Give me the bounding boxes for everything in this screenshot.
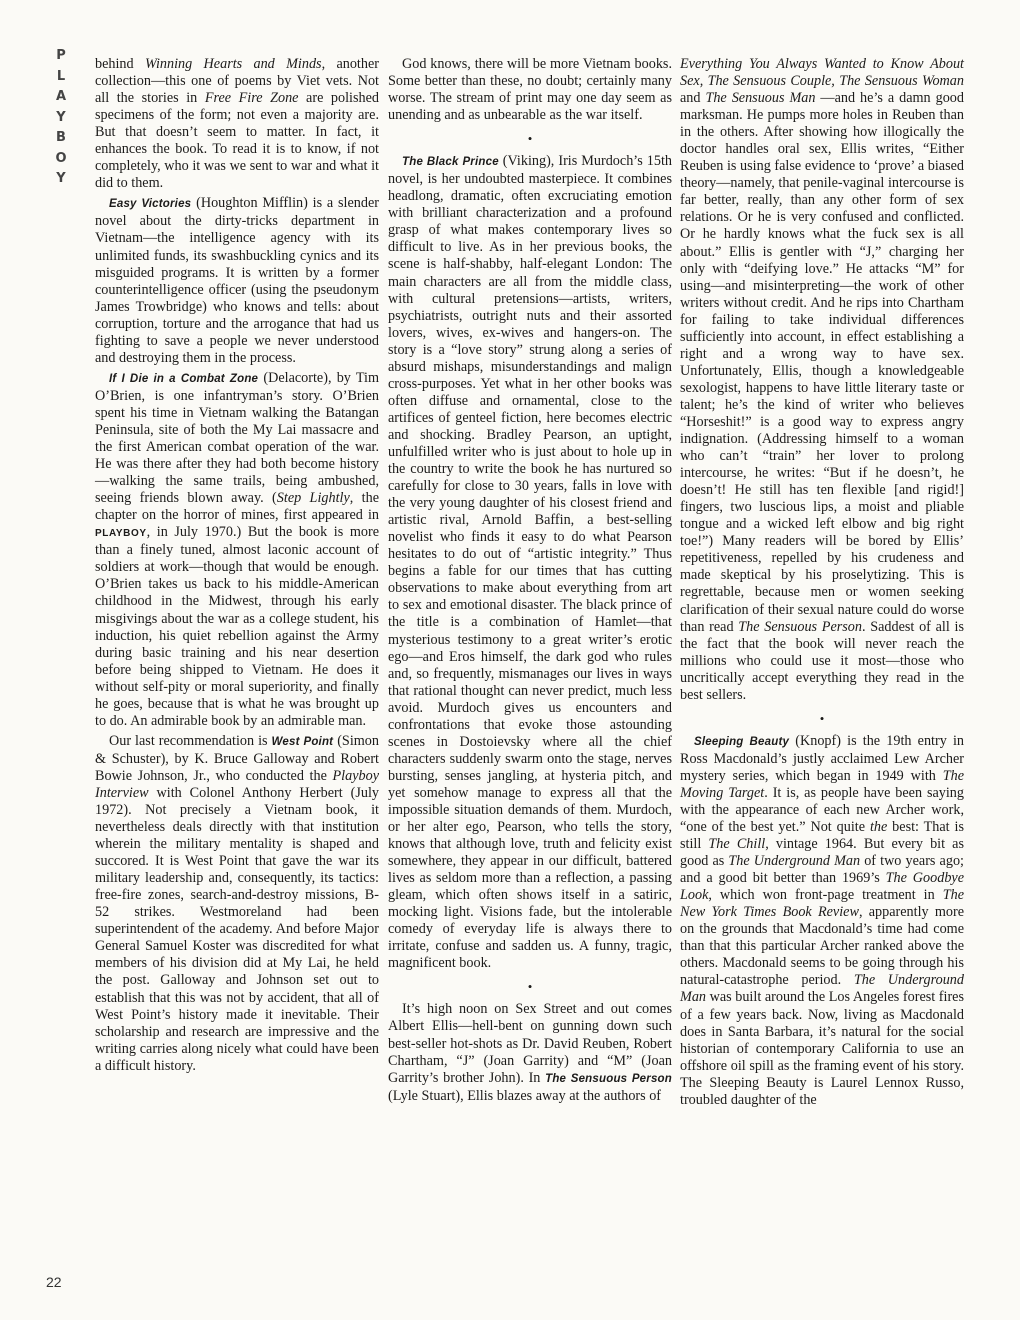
side-letter: P	[56, 48, 66, 63]
italic-title: The Chill	[708, 836, 766, 853]
italic-title: The Underground Man	[728, 853, 861, 870]
text-run: , apparently more on the grounds that Macdonald’s time had come than that this particular Archer ranked above the others. Macdonald seems to be going through his natural-catastrophe period.	[680, 904, 964, 989]
text-column-2	[388, 56, 672, 1105]
side-letter: Y	[56, 109, 66, 125]
section-bullet: •	[527, 979, 533, 995]
text-run: God knows, there will be more Vietnam books. Some better than these, no doubt; certainly many worse. The stream of print may one day seem as unending and as unbearable as the war itself.	[388, 56, 672, 124]
text-run: was built around the Los Angeles forest fires of a few years back. Now, living as Macdonald does in Santa Barbara, it’s natural for the social historian of contemporary California to use an offshore oil spill as the framing event of his story. The Sleeping Beauty is Laurel Lennox Russo, troubled daughter of the	[680, 989, 964, 1108]
text-run: , the chapter on the horror of mines, first appeared in	[95, 490, 379, 524]
text-run: , which won front-page treatment in	[708, 887, 943, 904]
text-run: with Colonel Anthony Herbert (July 1972). Not precisely a Vietnam book, it nevertheless deals directly with that institution wherein the military mentality is shaped and succored. It is West Point that gave the war its military leadership and, consequently, its tactics: free-fire zones, search-and-destroy missions, B-52 strikes. Westmoreland had been superintendent of the academy. And before Major General Samuel Koster was discredited for what members of his division did at My Lai, he held the post. Galloway and Johnson set out to establish that this was not by accident, that all of West Point’s history made it inevitable. Their scholarship and research are impressive and the writing carries along nicely what could have been a difficult history.	[95, 784, 379, 1074]
text-run: —and he’s a damn good marksman. He pumps more holes in Reuben than in the others. After showing how illogically the doctor handles oral sex, Ellis writes, “Either Reuben is using false evidence to ‘prove’ a biased theory—namely, that penile-vaginal intercourse is far better, really, than any other form of sex relations. Or he is very confused and conflicted. Or he hardly knows what the fuck sex is all about.” Ellis is gentler with “J,” charging her only with “deifying love.” He attacks “M” for using—and misinterpreting—the work of other writers without credit. And he rips into Chartham for failing to take individual differences sufficiently into account, in effect establishing a right and a wrong way to have sex. Unfortunately, Ellis, though a knowledgeable sexologist, happens to have little literary taste or talent; he’s the kind of writer who believes “Horseshit!” is a good way to express angry indignation. (Addressing himself to a woman who can’t “train” her lover to prolong intercourse, he writes: “But if he doesn’t, he doesn’t! He still has ten flexible [and rigid!] fingers, two luscious lips, a moist and pliable tongue and a wicked left elbow and big right toe!”) Many readers will be bored by Ellis’ repetitiveness, repelled by his crudeness and made skeptical by his proselytizing. This is regrettable, because men or women seeking clarification of their sexual nature could do worse than read	[680, 90, 964, 635]
text-column-1	[95, 56, 379, 1075]
text-run: , in July 1970.) But the book is more than a finely tuned, almost laconic account of soldiers at work—though that would be enough. O’Brien takes us back to his middle-American childhood in the Midwest, through his early misgivings about the war as a college student, his induction, his quiet rebellion against the Army during basic training and his near desertion before being shipped to Vietnam. He does it without self-pity or moral superiority, and finally he goes, because that is what he was brought up to do. An admirable book by an admirable man.	[95, 524, 379, 729]
section-bullet: •	[527, 131, 533, 147]
text-run: of two years ago; and a good bit better than 1969’s	[680, 853, 964, 887]
side-letter: Y	[56, 171, 66, 186]
text-run: are polished specimens of the form; not even a majority are. But that doesn’t seem to matter. In fact, it enhances the book. To read it is to know, if not completely, who it was we sent to war and what it did to them.	[95, 90, 379, 192]
side-letter: L	[56, 68, 66, 84]
italic-title: the	[869, 819, 888, 836]
italic-title: Free Fire Zone	[204, 90, 299, 107]
italic-title: The Goodbye Look	[680, 870, 965, 904]
text-run: best: That is still	[680, 819, 964, 853]
text-run: . Saddest of all is the fact that the book will never reach the millions who could use it most—those who uncritically accept everything they read in the best sellers.	[680, 618, 964, 703]
italic-title: Step Lightly	[276, 490, 350, 507]
paragraph	[95, 370, 379, 730]
page-number: 22	[46, 1274, 62, 1290]
italic-title: The New York Times Book Review	[680, 887, 964, 921]
italic-title: Everything You Always Wanted to Know About Sex, The Sensuous Couple, The Sensuous Woman	[680, 56, 964, 90]
italic-title: The Moving Target	[680, 767, 964, 801]
paragraph	[680, 733, 964, 1109]
text-run: and	[680, 90, 706, 107]
text-run: , vintage 1964. But every bit as good as	[680, 836, 964, 870]
book-title: West Point	[271, 735, 334, 748]
paragraph	[95, 733, 379, 1075]
text-column-3	[680, 56, 964, 1109]
book-title: The Black Prince	[402, 156, 499, 169]
italic-title: The Sensuous Person	[738, 618, 862, 635]
paragraph	[388, 56, 672, 124]
text-run: (Simon & Schuster), by K. Bruce Galloway and Robert Bowie Johnson, Jr., who conducted the	[95, 732, 379, 784]
text-run: (Knopf) is the 19th entry in Ross Macdonald’s justly acclaimed Lew Archer mystery series, which began in 1949 with	[680, 732, 965, 784]
side-letter: A	[55, 89, 67, 104]
italic-title: The Sensuous Man	[705, 90, 816, 107]
book-title: The Sensuous Person	[545, 1072, 672, 1085]
paragraph	[95, 56, 379, 192]
section-bullet: •	[819, 710, 825, 726]
text-run: . It is, as people have been saying with the appearance of each new Archer work, “one of the best yet.” Not quite	[680, 784, 964, 836]
italic-title: The Underground Man	[680, 972, 964, 1006]
text-run: (Delacorte), by Tim O’Brien, is one infantryman’s story. O’Brien spent his time in Vietnam walking the Batangan Peninsula, site of both the My Lai massacre and the first American combat operation of the war. He was there after they had both become history —walking the same trails, being ambushed, seeing friends blown away. (	[95, 369, 379, 507]
book-title: Easy Victories	[109, 198, 192, 211]
italic-title: Playboy Interview	[95, 767, 379, 801]
side-letter: O	[55, 150, 67, 166]
book-title: Sleeping Beauty	[694, 735, 790, 748]
paragraph	[388, 153, 672, 972]
italic-title: Winning Hearts and Minds	[144, 56, 322, 72]
text-run: , another collection—this one of poems by Viet vets. Not all the stories in	[95, 56, 379, 107]
text-run: (Houghton Mifflin) is a slender novel about the dirty-tricks department in Vietnam—the intelligence agency with its unlimited funds, its swashbuckling cynics and its misguided programs. It is written by a former counterintelligence officer (using the pseudonym James Trowbridge) who knows and tells: about corruption, torture and the arrogance that had us fighting to save a people we never understood and destroying them in the process.	[95, 195, 379, 366]
paragraph	[388, 1001, 672, 1104]
magazine-side-title	[44, 46, 78, 190]
text-run: It’s high noon on Sex Street and out comes Albert Ellis—hell-bent on gunning down such best-seller hot-shots as Dr. David Reuben, Robert Chartham, “J” (Joan Garrity) and “M” (Joan Garrity’s brother John). In	[388, 1001, 672, 1086]
magazine-name-inline: PLAYBOY	[95, 528, 147, 540]
book-title: If I Die in a Combat Zone	[109, 372, 259, 385]
paragraph	[680, 56, 964, 704]
side-letter: B	[56, 130, 66, 145]
text-run: behind	[95, 56, 145, 72]
text-run: (Viking), Iris Murdoch’s 15th novel, is her undoubted masterpiece. It combines headlong, dramatic, often excruciating emotion with brilliant characterization and a profound grasp of what makes contemporary lives so difficult to live. As in her previous books, the scene is half-shabby, half-elegant London: The main characters are all from the middle class, with cultural pretensions—artists, writers, psychiatrists, outright nuts and their assorted lovers, wives, ex-wives and hangers-on. The story is a “love story” strung along a series of absurd mishaps, misunderstandings and malign cross-purposes. Yet what in her other books was often diffuse and ornamental, close to the artifices of genteel fiction, here becomes electric and shocking. Bradley Pearson, an uptight, unfulfilled writer who is just about to hole up in the country to write the book he has nurtured so carefully for close to 30 years, falls in love with the very young daughter of his closest friend and artistic rival, Arnold Baffin, a best-selling novelist who finds it easy to do what Pearson hesitates to do out of “artistic integrity.” Thus begins a fable for our times that has cutting observations to make about everything from art to sex and emotional disaster. The black prince of the title is a combination of Hamlet—that mysterious testimony to a great writer’s erotic ego—and Eros himself, the dark god who rules and, so frequently, mismanages our lives in ways that rational thought can never predict, much less avoid. Murdoch gives us encounters and confrontations that evoke those astounding scenes in Dostoievsky where all the chief characters suddenly swarm onto the stage, nerves bursting, senses jangling, at hysteria pitch, and yet somehow manage to express all that the impossible situation demands of them. Murdoch, or her alter ego, Pearson, who tells the story, knows that although love, truth and felicity exist somewhere, they appear in our difficult, battered lives as seldom more than a reflection, a passing gleam, which often shows itself in a satiric, mocking light. Visions fade, but the intolerable comedy of everyday life is always there to irritate, confuse and sadden us. A funny, tragic, magnificent book.	[388, 153, 672, 972]
text-run: (Lyle Stuart), Ellis blazes away at the authors of	[388, 1087, 662, 1104]
paragraph	[95, 195, 379, 366]
text-run: Our last recommendation is	[109, 732, 272, 749]
